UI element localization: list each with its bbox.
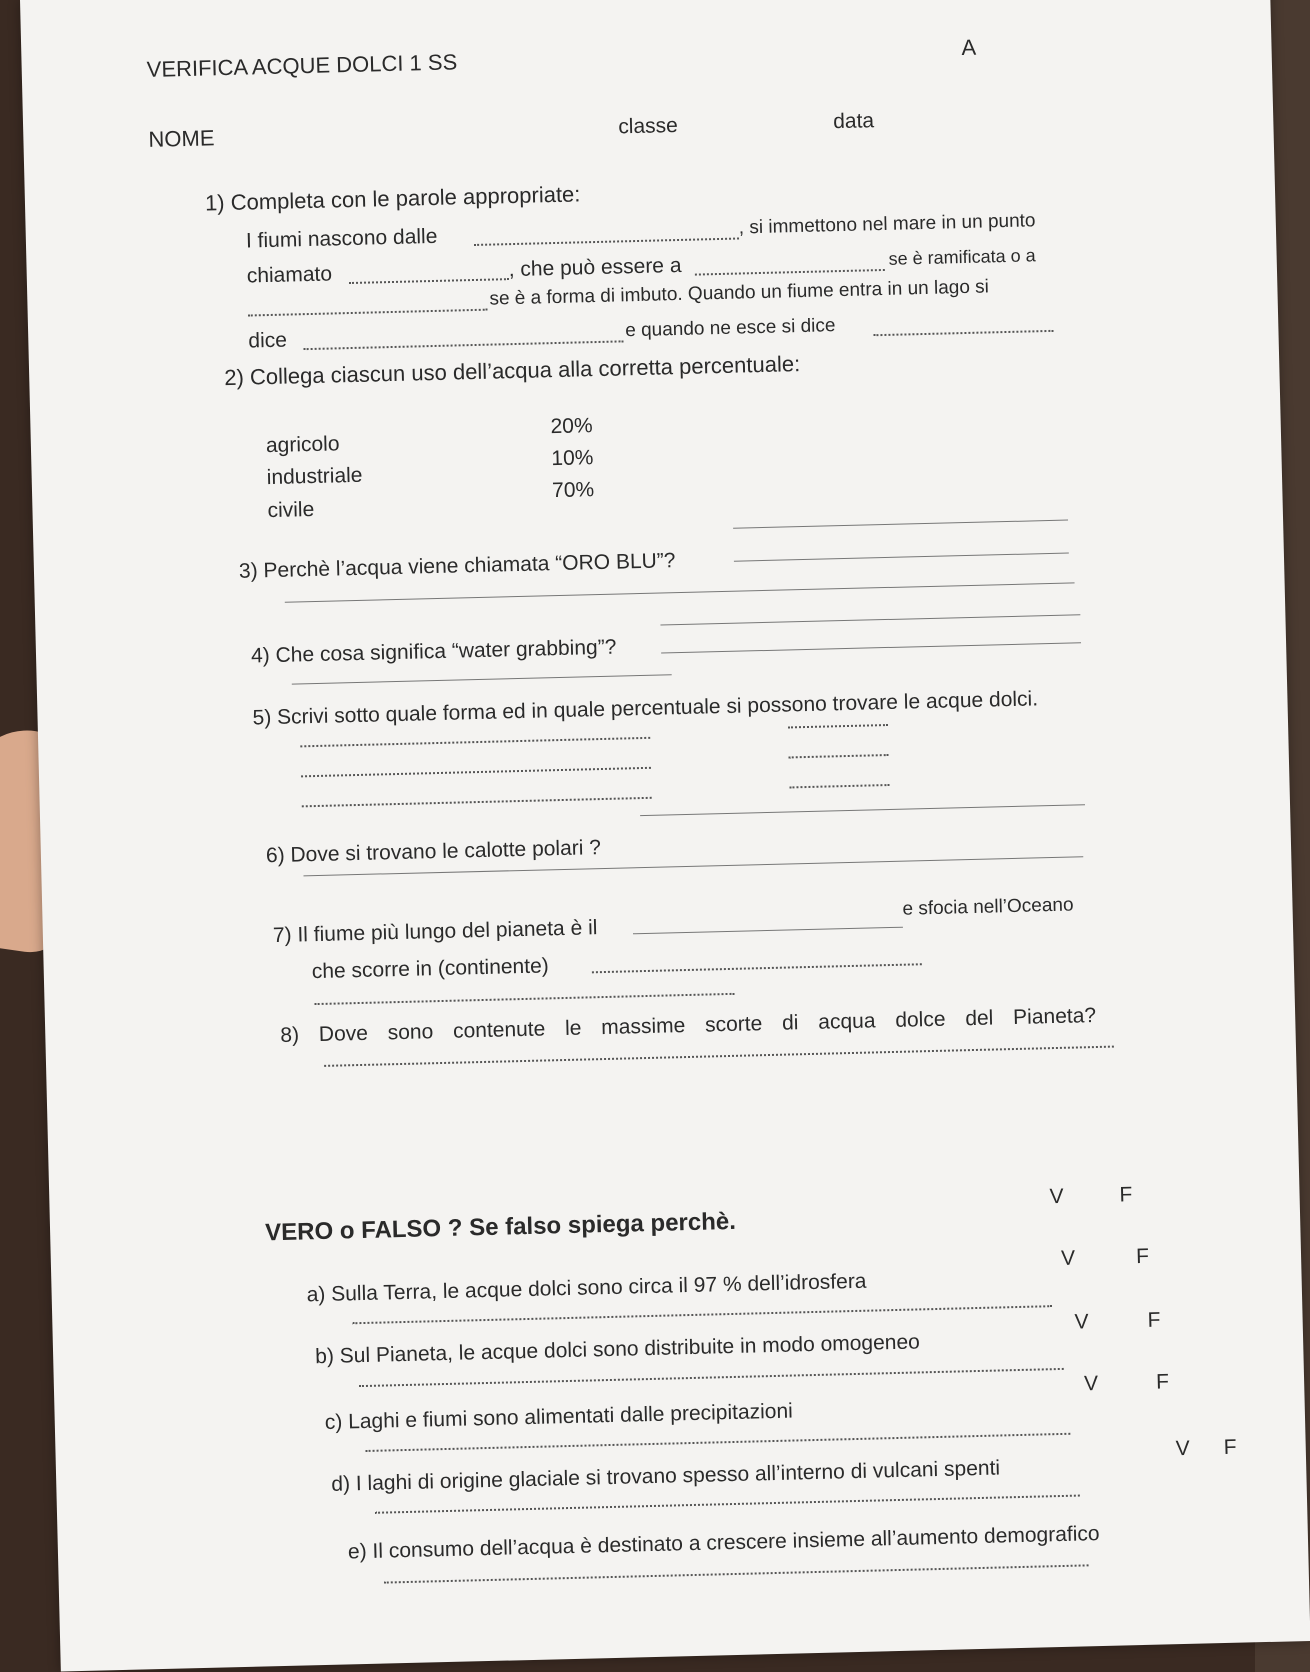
q5-form-blank-1[interactable]: [300, 737, 650, 748]
tf-e-v[interactable]: V: [1175, 1436, 1191, 1461]
q5-question: 5) Scrivi sotto quale forma ed in quale percentuale si possono trovare le acque dolci.: [252, 687, 1039, 730]
q5-form-blank-2[interactable]: [301, 767, 651, 778]
tf-item-c: c) Laghi e fiumi sono alimentati dalle precipitazioni: [324, 1399, 794, 1434]
q4-answer-line-3[interactable]: [292, 674, 672, 684]
q1-line4-b: e quando ne esce si dice: [625, 315, 836, 342]
tf-item-b: b) Sul Pianeta, le acque dolci sono distribuite in modo omogeneo: [314, 1330, 921, 1369]
q3-question: 3) Perchè l’acqua viene chiamata “ORO BLU”?: [238, 549, 676, 583]
tf-d-f[interactable]: F: [1155, 1370, 1170, 1394]
q1-title: 1) Completa con le parole appropriate:: [204, 181, 581, 216]
tf-c-f[interactable]: F: [1147, 1308, 1161, 1332]
q1-line2-b: , che può essere a: [508, 253, 682, 282]
q7-question-a: 7) Il fiume più lungo del pianeta è il: [272, 916, 598, 948]
q8-question: 8) Dove sono contenute le massime scorte di acqua dolce del Pianeta?: [280, 1004, 1097, 1047]
q1-blank-2[interactable]: [349, 278, 509, 284]
tf-c-v[interactable]: V: [1074, 1310, 1089, 1334]
q3-answer-line-1[interactable]: [733, 520, 1068, 529]
q6-question: 6) Dove si trovano le calotte polari ?: [265, 836, 602, 868]
tf-b-answer-line[interactable]: [359, 1368, 1064, 1387]
q4-question: 4) Che cosa significa “water grabbing”?: [250, 635, 617, 668]
tf-a-v[interactable]: V: [1049, 1184, 1064, 1209]
tf-a-f[interactable]: F: [1119, 1183, 1133, 1207]
q2-use-civile: civile: [267, 497, 315, 523]
tf-e-answer-line[interactable]: [384, 1564, 1089, 1583]
q7-continent-blank[interactable]: [315, 993, 735, 1005]
true-false-title: VERO o FALSO ? Se falso spiega perchè.: [264, 1207, 737, 1247]
q1-line4-a: dice: [248, 328, 288, 353]
q5-percent-blank-2[interactable]: [789, 754, 889, 758]
q1-line3-a: se è a forma di imbuto. Quando un fiume entra in un lago si: [489, 276, 990, 310]
q4-answer-line-1[interactable]: [660, 614, 1080, 625]
q1-line2-a: chiamato: [246, 262, 333, 288]
q7-question-b: e sfocia nell’Oceano: [902, 894, 1074, 920]
worksheet-title: VERIFICA ACQUE DOLCI 1 SS: [146, 49, 458, 82]
q1-blank-5[interactable]: [304, 340, 624, 350]
tf-d-v[interactable]: V: [1083, 1372, 1099, 1396]
q2-percent-20: 20%: [550, 414, 593, 439]
q2-percent-10: 10%: [551, 446, 594, 471]
tf-item-a: a) Sulla Terra, le acque dolci sono circa il 97 % dell’idrosfera: [306, 1269, 867, 1307]
q8-answer-line[interactable]: [324, 1046, 1114, 1067]
q1-line1-b: , si immettono nel mare in un punto: [738, 210, 1036, 239]
version-letter: A: [961, 34, 977, 61]
q6-answer-line-1[interactable]: [640, 804, 1085, 816]
tf-item-e: e) Il consumo dell’acqua è destinato a crescere insieme all’aumento demografico: [347, 1522, 1100, 1564]
q1-blank-3[interactable]: [695, 269, 885, 276]
tf-c-answer-line[interactable]: [366, 1433, 1071, 1452]
name-label: NOME: [148, 125, 215, 152]
q5-percent-blank-1[interactable]: [788, 724, 888, 728]
tf-item-d: d) I laghi di origine glaciale si trovano spesso all’interno di vulcani spenti: [331, 1456, 1001, 1496]
tf-a-answer-line[interactable]: [352, 1305, 1052, 1324]
q1-line2-c: se è ramificata o a: [888, 245, 1036, 269]
q3-answer-line-2[interactable]: [734, 553, 1069, 562]
tf-b-f[interactable]: F: [1135, 1244, 1150, 1269]
q1-blank-1[interactable]: [474, 238, 739, 246]
q1-line1-a: I fiumi nascono dalle: [245, 224, 438, 253]
date-label: data: [832, 109, 875, 134]
tf-d-answer-line[interactable]: [375, 1495, 1080, 1514]
q2-percent-70: 70%: [551, 478, 595, 503]
q5-percent-blank-3[interactable]: [789, 784, 889, 788]
q7-river-blank[interactable]: [633, 927, 903, 935]
tf-b-v[interactable]: V: [1060, 1246, 1076, 1270]
worksheet-paper: [20, 0, 1310, 1672]
q2-use-agricolo: agricolo: [265, 432, 340, 458]
q1-blank-6[interactable]: [873, 330, 1053, 336]
q1-blank-4[interactable]: [248, 309, 488, 317]
q3-answer-line-3[interactable]: [285, 582, 1075, 602]
tf-e-f[interactable]: F: [1223, 1435, 1237, 1460]
q7-ocean-blank[interactable]: [592, 963, 922, 973]
q5-form-blank-3[interactable]: [302, 797, 652, 808]
q7-question-c: che scorre in (continente): [311, 954, 549, 984]
q2-title: 2) Collega ciascun uso dell’acqua alla corretta percentuale:: [223, 351, 801, 391]
class-label: classe: [617, 113, 679, 139]
q4-answer-line-2[interactable]: [661, 642, 1081, 653]
q2-use-industriale: industriale: [266, 463, 363, 490]
